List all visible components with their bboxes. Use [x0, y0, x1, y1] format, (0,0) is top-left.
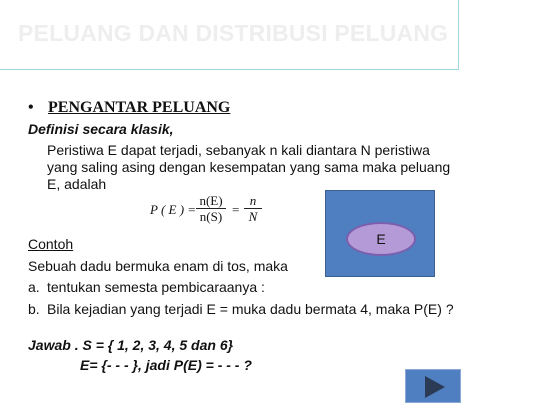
formula-denominator-1: n(S)	[199, 209, 223, 224]
example-intro: Sebuah dadu bermuka enam di tos, maka	[28, 258, 288, 274]
section-title: PENGANTAR PELUANG	[48, 99, 231, 116]
list-marker: b.	[28, 301, 40, 317]
bullet-marker: •	[28, 99, 34, 116]
venn-diagram-sample-space	[325, 190, 435, 277]
section-heading	[28, 99, 230, 117]
event-label: E	[376, 231, 386, 247]
definition-text: Peristiwa E dapat terjadi, sebanyak n kali diantara N peristiwa yang saling asing dengan kesempatan yang sama maka peluang E, adalah	[47, 142, 451, 192]
list-marker: a.	[28, 279, 40, 295]
list-item-text: tentukan semesta pembicaraanya :	[47, 279, 265, 295]
example-heading: Contoh	[28, 236, 74, 252]
formula-fraction-counts	[244, 193, 262, 224]
definition-heading: Definisi secara klasik,	[28, 121, 174, 137]
formula-denominator-2: N	[248, 209, 258, 224]
formula-numerator-1: n(E)	[199, 193, 223, 208]
probability-formula	[150, 193, 270, 227]
next-slide-button[interactable]	[405, 369, 461, 403]
play-arrow-icon	[425, 376, 445, 398]
slide-title: PELUANG DAN DISTRIBUSI PELUANG	[18, 20, 449, 46]
list-item-text: Bila kejadian yang terjadi E = muka dadu bermata 4, maka P(E) ?	[47, 301, 454, 317]
formula-lhs: P ( E ) =	[150, 202, 197, 217]
formula-equals: =	[232, 202, 240, 217]
event-ellipse	[346, 222, 416, 256]
answer-line-2: E= {- - - }, jadi P(E) = - - - ?	[80, 357, 252, 373]
title-box	[0, 0, 459, 70]
answer-line-1: Jawab . S = { 1, 2, 3, 4, 5 dan 6}	[28, 337, 234, 353]
formula-numerator-2: n	[249, 193, 257, 208]
formula-fraction-sets	[196, 193, 226, 224]
